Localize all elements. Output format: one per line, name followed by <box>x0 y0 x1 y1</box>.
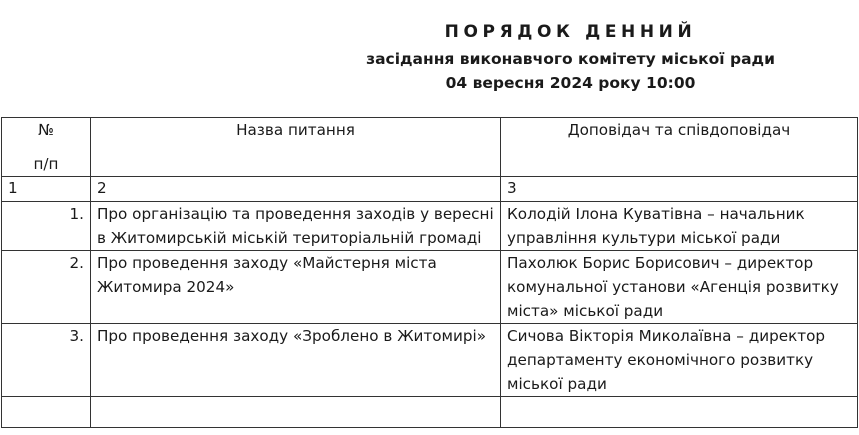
column-index: 1 <box>2 177 91 202</box>
row-number: 3. <box>2 324 91 397</box>
row-title-empty <box>91 397 501 428</box>
row-speaker-empty <box>501 397 858 428</box>
row-speaker: Пахолюк Борис Борисович – директор комунальної установи «Агенція розвитку міста» міської ради <box>501 251 858 324</box>
table-header-row <box>2 118 858 177</box>
header-number-sign: № <box>38 121 54 139</box>
agenda-table <box>1 117 858 428</box>
header-speaker: Доповідач та співдоповідач <box>501 118 858 177</box>
column-index-row <box>2 177 858 202</box>
row-number-empty <box>2 397 91 428</box>
table-row <box>2 251 858 324</box>
table-row <box>2 202 858 251</box>
row-title: Про проведення заходу «Зроблено в Житомирі» <box>91 324 501 397</box>
row-speaker: Колодій Ілона Куватівна – начальник управління культури міської ради <box>501 202 858 251</box>
table-row-partial <box>2 397 858 428</box>
header-number <box>2 118 91 177</box>
column-index: 3 <box>501 177 858 202</box>
header-title: Назва питання <box>91 118 501 177</box>
meeting-subtitle: засідання виконавчого комітету міської ради <box>366 50 775 68</box>
row-number: 2. <box>2 251 91 324</box>
header-number-abbr: п/п <box>33 155 59 173</box>
table-row <box>2 324 858 397</box>
row-title: Про проведення заходу «Майстерня міста Житомира 2024» <box>91 251 501 324</box>
row-title: Про організацію та проведення заходів у вересні в Житомирській міській територіальній громаді <box>91 202 501 251</box>
row-speaker: Сичова Вікторія Миколаївна – директор департаменту економічного розвитку міської ради <box>501 324 858 397</box>
column-index: 2 <box>91 177 501 202</box>
agenda-title: ПОРЯДОК ДЕННИЙ <box>444 22 697 42</box>
meeting-date: 04 вересня 2024 року 10:00 <box>445 74 696 92</box>
row-number: 1. <box>2 202 91 251</box>
